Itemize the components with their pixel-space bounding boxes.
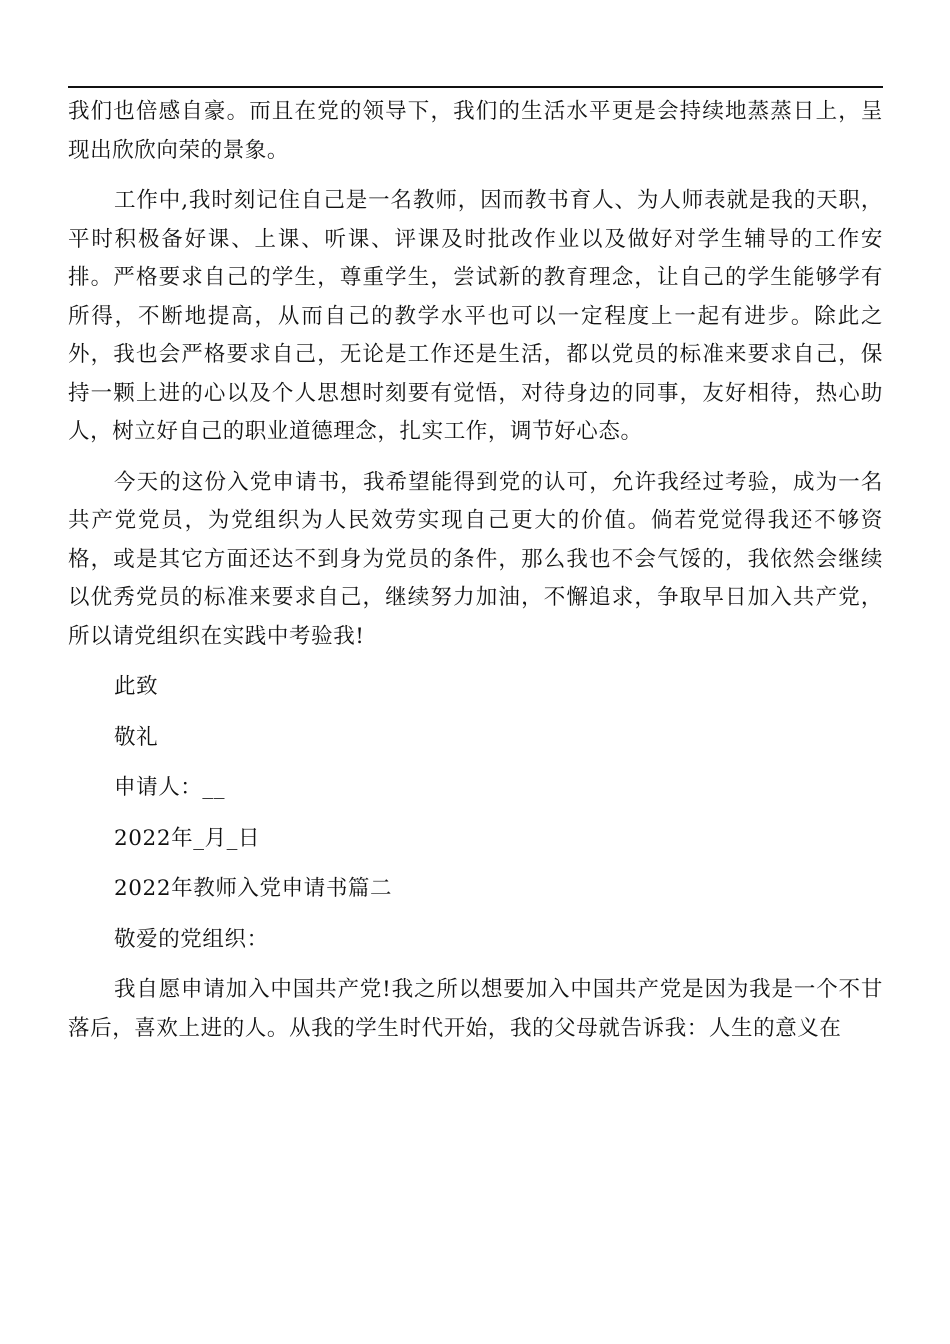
header-rule [68, 86, 883, 88]
work-paragraph: 工作中,我时刻记住自己是一名教师，因而教书育人、为人师表就是我的天职，平时积极备好课、上课、听课、评课及时批改作业以及做好对学生辅导的工作安排。严格要求自己的学生，尊重学生，尝试新的教育理念，让自己的学生能够学有所得，不断地提高，从而自己的教学水平也可以一定程度上一起有进步。除此之外，我也会严格要求自己，无论是工作还是生活，都以党员的标准来要求自己，保持一颗上进的心以及个人思想时刻要有觉悟，对待身边的同事，友好相待，热心助人，树立好自己的职业道德理念，扎实工作，调节好心态。 [68, 188, 883, 444]
closing-greeting: 此致 [114, 674, 159, 699]
document-body [68, 93, 883, 1048]
applicant-line: 申请人：__ [114, 775, 226, 800]
date-line: 2022年_月_日 [114, 825, 261, 851]
continuation-paragraph: 我们也倍感自豪。而且在党的领导下，我们的生活水平更是会持续地蒸蒸日上，呈现出欣欣向荣的景象。 [68, 99, 883, 163]
document-page [68, 0, 883, 1344]
request-paragraph: 今天的这份入党申请书，我希望能得到党的认可，允许我经过考验，成为一名共产党党员，为党组织为人民效劳实现自己更大的价值。倘若党觉得我还不够资格，或是其它方面还达不到身为党员的条件，那么我也不会气馁的，我依然会继续以优秀党员的标准来要求自己，继续努力加油，不懈追求，争取早日加入共产党，所以请党组织在实践中考验我! [68, 469, 883, 649]
opening-paragraph: 我自愿申请加入中国共产党!我之所以想要加入中国共产党是因为我是一个不甘落后，喜欢上进的人。从我的学生时代开始，我的父母就告诉我：人生的意义在 [68, 977, 883, 1041]
salutation: 敬爱的党组织： [114, 926, 269, 952]
section-title: 2022年教师入党申请书篇二 [114, 876, 393, 901]
closing-salute: 敬礼 [114, 724, 159, 750]
